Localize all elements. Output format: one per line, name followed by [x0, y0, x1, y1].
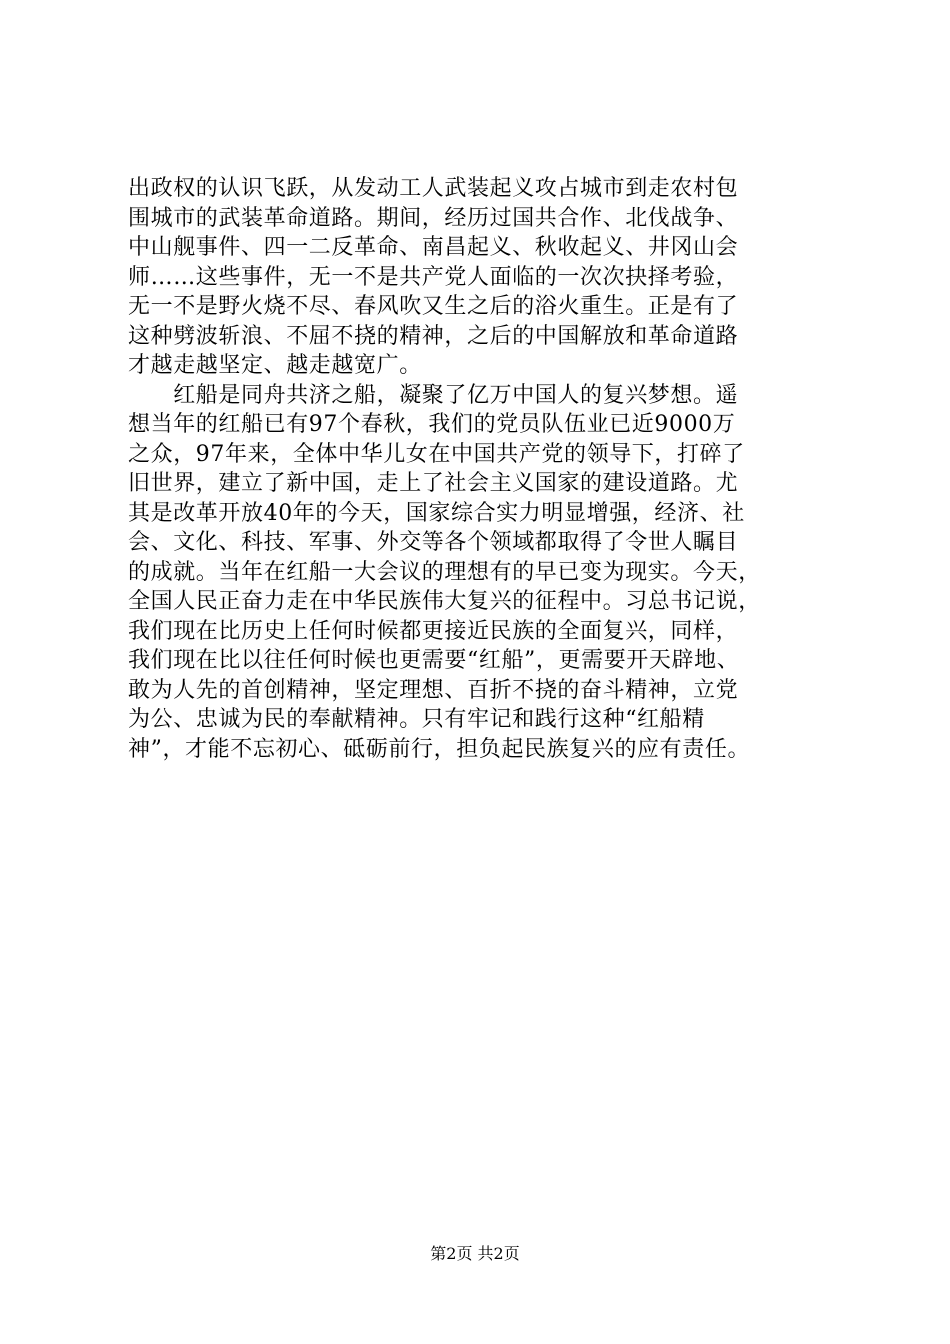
text-line: 神”，才能不忘初心、砥砺前行，担负起民族复兴的应有责任。 — [128, 736, 751, 762]
text-line: 其是改革开放40年的今天，国家综合实力明显增强，经济、社 — [128, 500, 745, 526]
text-line: 师……这些事件，无一不是共产党人面临的一次次抉择考验， — [128, 264, 739, 290]
text-line: 的成就。当年在红船一大会议的理想有的早已变为现实。今天， — [128, 559, 761, 585]
text-line: 中山舰事件、四一二反革命、南昌起义、秋收起义、井冈山会 — [128, 235, 739, 260]
text-line: 出政权的认识飞跃，从发动工人武装起义攻占城市到走农村包 — [128, 176, 739, 201]
text-line: 我们现在比以往任何时候也更需要“红船”，更需要开天辟地、 — [128, 648, 740, 673]
page-footer — [0, 1244, 950, 1264]
page-number: 第2页 共2页 — [430, 1244, 520, 1263]
text-line: 这种劈波斩浪、不屈不挠的精神，之后的中国解放和革命道路 — [128, 323, 739, 349]
text-line: 敢为人先的首创精神，坚定理想、百折不挠的奋斗精神，立党 — [128, 677, 739, 703]
text-line: 之众，97年来，全体中华儿女在中国共产党的领导下，打碎了 — [128, 441, 745, 467]
body-text — [128, 174, 852, 764]
text-line: 围城市的武装革命道路。期间，经历过国共合作、北伐战争、 — [128, 205, 739, 231]
text-line: 才越走越坚定、越走越宽广。 — [128, 353, 422, 378]
text-line: 全国人民正奋力走在中华民族伟大复兴的征程中。习总书记说， — [128, 589, 761, 614]
text-line: 无一不是野火烧不尽、春风吹又生之后的浴火重生。正是有了 — [128, 294, 739, 319]
text-line: 我们现在比历史上任何时候都更接近民族的全面复兴，同样， — [128, 618, 739, 644]
text-line: 会、文化、科技、军事、外交等各个领域都取得了令世人瞩目 — [128, 530, 739, 555]
text-line: 为公、忠诚为民的奉献精神。只有牢记和践行这种“红船精 — [128, 707, 705, 732]
text-line: 红船是同舟共济之船，凝聚了亿万中国人的复兴梦想。遥 — [128, 382, 739, 408]
text-line: 旧世界，建立了新中国，走上了社会主义国家的建设道路。尤 — [128, 471, 739, 496]
text-line: 想当年的红船已有97个春秋，我们的党员队伍业已近9000万 — [128, 412, 736, 437]
